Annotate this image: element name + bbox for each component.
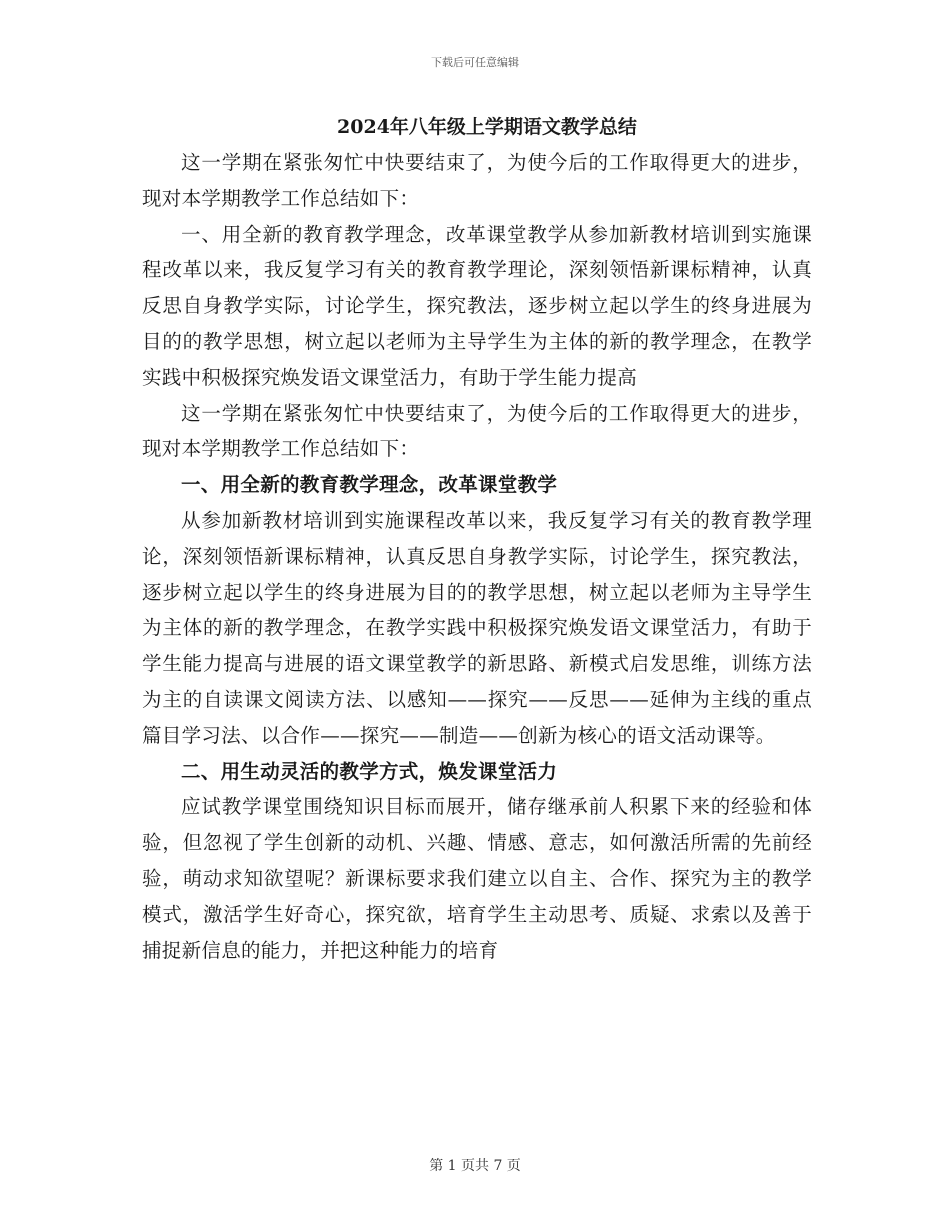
page-header-note: 下载后可任意编辑 (431, 56, 519, 69)
paragraph-section-one-summary: 一、用全新的教育教学理念，改革课堂教学从参加新教材培训到实施课程改革以来，我反复学习有关的教育教学理论，深刻领悟新课标精神，认真反思自身教学实际，讨论学生，探究教法，逐步树立起以学生的终身进展为目的的教学思想，树立起以老师为主导学生为主体的新的教学理念，在教学实践中积极探究焕发语文课堂活力，有助于学生能力提高 (142, 222, 812, 389)
page-number: 第 1 页共 7 页 (429, 1158, 521, 1174)
paragraph-intro: 这一学期在紧张匆忙中快要结束了，为使今后的工作取得更大的进步，现对本学期教学工作总结如下： (142, 151, 812, 210)
section-heading-two: 二、用生动灵活的教学方式，焕发课堂活力 (181, 759, 558, 783)
paragraph-section-one: 从参加新教材培训到实施课程改革以来，我反复学习有关的教育教学理论，深刻领悟新课标精神，认真反思自身教学实际，讨论学生，探究教法，逐步树立起以学生的终身进展为目的的教学思想，树立起以老师为主导学生为主体的新的教学理念，在教学实践中积极探究焕发语文课堂活力，有助于学生能力提高与进展的语文课堂教学的新思路、新模式启发思维，训练方法为主的自读课文阅读方法、以感知——探究——反思——延伸为主线的重点篇目学习法、以合作——探究——制造——创新为核心的语文活动课等。 (142, 508, 812, 747)
section-heading-one: 一、用全新的教育教学理念，改革课堂教学 (181, 473, 558, 497)
paragraph-intro-repeat: 这一学期在紧张匆忙中快要结束了，为使今后的工作取得更大的进步，现对本学期教学工作总结如下： (142, 401, 812, 461)
document-body (142, 112, 812, 968)
paragraph-section-two: 应试教学课堂围绕知识目标而展开，储存继承前人积累下来的经验和体验，但忽视了学生创新的动机、兴趣、情感、意志，如何激活所需的先前经验，萌动求知欲望呢？新课标要求我们建立以自主、合作、探究为主的教学模式，激活学生好奇心，探究欲，培育学生主动思考、质疑、求索以及善于捕捉新信息的能力，并把这种能力的培育 (142, 795, 812, 962)
document-title: 2024年八年级上学期语文教学总结 (337, 116, 637, 138)
